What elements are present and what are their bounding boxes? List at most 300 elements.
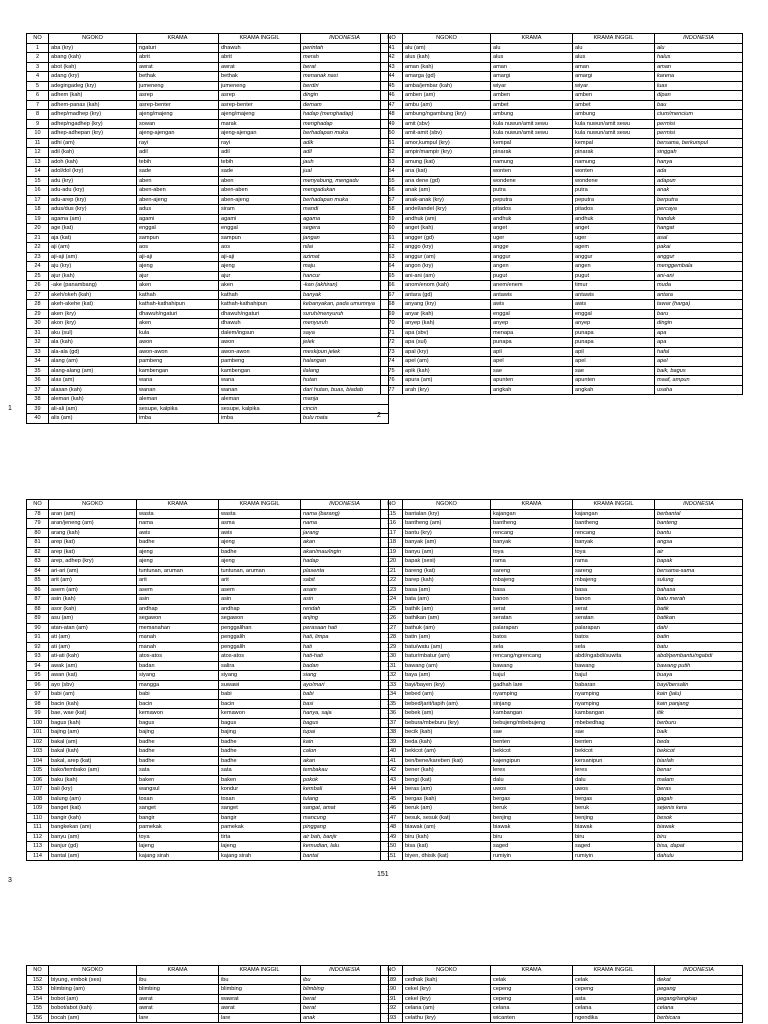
krama-cell: bebujeng/mbebujeng — [491, 718, 573, 728]
krama-inggil-cell: cepeng — [573, 985, 655, 995]
table-row — [381, 214, 743, 224]
table-row — [381, 519, 743, 529]
row-number: 123 — [381, 585, 403, 595]
table-row — [27, 91, 389, 101]
vocab-table-3 — [26, 499, 389, 861]
krama-inggil-cell: biru — [573, 832, 655, 842]
row-number: 135 — [381, 699, 403, 709]
ngoko-cell: bathikan (am) — [403, 614, 491, 624]
row-number: 27 — [27, 290, 49, 300]
indonesia-cell: bayi/bersalin — [655, 680, 743, 690]
krama-cell: amben — [491, 91, 573, 101]
ngoko-cell: arah (kry) — [403, 385, 491, 395]
krama-cell: wangsul — [137, 785, 219, 795]
ngoko-cell: adhem-panas (kah) — [49, 100, 137, 110]
krama-cell: wanan — [137, 385, 219, 395]
krama-cell: ajeng — [137, 557, 219, 567]
indonesia-cell: halus — [655, 53, 743, 63]
indonesia-cell: luas — [655, 81, 743, 91]
ngoko-cell: agama (am) — [49, 214, 137, 224]
krama-inggil-cell: bawang — [573, 661, 655, 671]
indonesia-cell: batik — [655, 604, 743, 614]
krama-inggil-cell: seratan — [573, 614, 655, 624]
table-row — [381, 671, 743, 681]
table-row — [27, 414, 389, 424]
row-number: 17 — [27, 195, 49, 205]
table-row — [27, 690, 389, 700]
krama-inggil-cell: sade — [219, 167, 301, 177]
ngoko-cell: apa (sul) — [403, 338, 491, 348]
table-row — [381, 823, 743, 833]
table-row — [27, 661, 389, 671]
krama-inggil-cell: bajul — [573, 671, 655, 681]
ngoko-cell: -ake (panambang) — [49, 281, 137, 291]
table-row — [381, 62, 743, 72]
table-row — [381, 775, 743, 785]
indonesia-cell: badan — [301, 661, 389, 671]
row-number: 126 — [381, 614, 403, 624]
column-header: KRAMA INGGIL — [219, 34, 301, 44]
indonesia-cell: batikan — [655, 614, 743, 624]
ngoko-cell: adhep/madhep (kry) — [49, 110, 137, 120]
table-row — [381, 756, 743, 766]
table-row — [381, 157, 743, 167]
krama-inggil-cell: toya — [573, 547, 655, 557]
indonesia-cell: akan — [301, 538, 389, 548]
ngoko-cell: adu-adu (kry) — [49, 186, 137, 196]
row-number: 148 — [381, 823, 403, 833]
ngoko-cell: aman (kah) — [403, 62, 491, 72]
table-row — [27, 547, 389, 557]
krama-cell: leres — [491, 766, 573, 776]
krama-inggil-cell: awis — [219, 528, 301, 538]
indonesia-cell: sangat, amat — [301, 804, 389, 814]
table-row — [27, 737, 389, 747]
indonesia-cell: ada — [655, 167, 743, 177]
krama-cell: ajeng-ajengan — [137, 129, 219, 139]
indonesia-cell: adil — [301, 148, 389, 158]
ngoko-cell: ati (am) — [49, 642, 137, 652]
column-header: KRAMA INGGIL — [219, 500, 301, 510]
krama-inggil-cell: kula nuwun/amit sewu — [573, 129, 655, 139]
row-number: 42 — [381, 53, 403, 63]
row-number: 84 — [27, 566, 49, 576]
indonesia-cell: muda — [655, 281, 743, 291]
row-number: 144 — [381, 785, 403, 795]
indonesia-cell: biarlah — [655, 756, 743, 766]
krama-inggil-cell: sampun — [219, 233, 301, 243]
krama-cell: kula — [137, 328, 219, 338]
indonesia-cell: permisi — [655, 119, 743, 129]
ngoko-cell: amit-amit (sbv) — [403, 129, 491, 139]
krama-cell: segawon — [137, 614, 219, 624]
row-number: 149 — [381, 832, 403, 842]
ngoko-cell: apura (am) — [403, 376, 491, 386]
krama-cell: sesupe, kalpika — [137, 404, 219, 414]
indonesia-cell: dahulu — [655, 851, 743, 861]
krama-cell: dalu — [491, 775, 573, 785]
ngoko-cell: aji-aji (am) — [49, 252, 137, 262]
indonesia-cell: halangan — [301, 357, 389, 367]
ngoko-cell: bergas (kah) — [403, 794, 491, 804]
krama-inggil-cell: alus — [573, 53, 655, 63]
indonesia-cell: hanya, saja — [301, 709, 389, 719]
ngoko-cell: alu (am) — [403, 43, 491, 53]
krama-cell: bergas — [491, 794, 573, 804]
ngoko-cell: anggo (kry) — [403, 243, 491, 253]
row-number: 100 — [27, 718, 49, 728]
ngoko-cell: anyang (kry) — [403, 300, 491, 310]
column-header: NGOKO — [403, 966, 491, 976]
ngoko-cell: aba (kry) — [49, 43, 137, 53]
krama-cell: awon — [137, 338, 219, 348]
row-number: 129 — [381, 642, 403, 652]
indonesia-cell: bekicot — [655, 747, 743, 757]
krama-inggil-cell: ambung — [573, 110, 655, 120]
ngoko-cell: anyep (kah) — [403, 319, 491, 329]
ngoko-cell: bae, wae (kat) — [49, 709, 137, 719]
indonesia-cell: hadap (menghadap) — [301, 110, 389, 120]
indonesia-cell: bau — [655, 100, 743, 110]
column-header: KRAMA INGGIL — [219, 966, 301, 976]
krama-inggil-cell: mbajeng — [573, 576, 655, 586]
ngoko-cell: bata (am) — [403, 595, 491, 605]
ngoko-cell: apel (am) — [403, 357, 491, 367]
table-row — [27, 842, 389, 852]
table-row — [27, 633, 389, 643]
table-row — [27, 1013, 389, 1023]
row-number: 128 — [381, 633, 403, 643]
table-row — [381, 718, 743, 728]
ngoko-cell: ana (kat) — [403, 167, 491, 177]
table-row — [381, 357, 743, 367]
indonesia-cell: gagah — [655, 794, 743, 804]
ngoko-cell: bakal (kah) — [49, 747, 137, 757]
column-header: NO — [27, 34, 49, 44]
table-row — [381, 347, 743, 357]
krama-cell: arit — [137, 576, 219, 586]
ngoko-cell: amor,kumpul (kry) — [403, 138, 491, 148]
krama-cell: kempal — [491, 138, 573, 148]
ngoko-cell: arang (kah) — [49, 528, 137, 538]
table-row — [381, 709, 743, 719]
table-row — [381, 576, 743, 586]
krama-cell: anggur — [491, 252, 573, 262]
table-row — [381, 176, 743, 186]
table-row — [27, 338, 389, 348]
table-row — [27, 281, 389, 291]
indonesia-cell: meskipun jelek — [301, 347, 389, 357]
krama-cell: aben-aben — [137, 186, 219, 196]
krama-cell: kula nuwun/amit sewu — [491, 119, 573, 129]
row-number: 7 — [27, 100, 49, 110]
krama-cell: uger — [491, 233, 573, 243]
krama-inggil-cell: sareng — [573, 566, 655, 576]
indonesia-cell: menyuruh — [301, 319, 389, 329]
table-row — [27, 585, 389, 595]
krama-inggil-cell: dalem/ingsun — [219, 328, 301, 338]
krama-inggil-cell: nyamping — [573, 690, 655, 700]
krama-cell: uwos — [491, 785, 573, 795]
row-number: 19 — [27, 214, 49, 224]
indonesia-cell: hadap — [301, 557, 389, 567]
indonesia-cell: siang — [301, 671, 389, 681]
table-header-row — [381, 966, 743, 976]
indonesia-cell: nilai — [301, 243, 389, 253]
ngoko-cell: bisa (kat) — [403, 842, 491, 852]
row-number: 147 — [381, 813, 403, 823]
row-number: 1 — [27, 43, 49, 53]
row-number: 127 — [381, 623, 403, 633]
ngoko-cell: ani-ani (am) — [403, 271, 491, 281]
krama-cell: wiyar — [491, 81, 573, 91]
krama-inggil-cell: ajur — [219, 271, 301, 281]
row-number: 120 — [381, 557, 403, 567]
ngoko-cell: bathik (am) — [403, 604, 491, 614]
ngoko-cell: amarga (gd) — [403, 72, 491, 82]
ngoko-cell: beras (am) — [403, 785, 491, 795]
indonesia-cell: banyak — [301, 290, 389, 300]
krama-inggil-cell: biawak — [573, 823, 655, 833]
indonesia-cell: baru — [655, 309, 743, 319]
indonesia-cell: air bah, banjir — [301, 832, 389, 842]
indonesia-cell: hati — [301, 642, 389, 652]
krama-cell: ajur — [137, 271, 219, 281]
krama-inggil-cell: pitados — [573, 205, 655, 215]
krama-cell: anem/enem — [491, 281, 573, 291]
krama-cell: agami — [137, 214, 219, 224]
indonesia-cell: agama — [301, 214, 389, 224]
krama-cell: abrit — [137, 53, 219, 63]
krama-inggil-cell: tirta — [219, 832, 301, 842]
krama-cell: beruk — [491, 804, 573, 814]
table-row — [381, 699, 743, 709]
ngoko-cell: atan-atan (am) — [49, 623, 137, 633]
krama-inggil-cell: rumiyin — [573, 851, 655, 861]
indonesia-cell: pakai — [655, 243, 743, 253]
indonesia-cell: kembali — [301, 785, 389, 795]
table-row — [27, 290, 389, 300]
row-number: 136 — [381, 709, 403, 719]
table-row — [27, 385, 389, 395]
ngoko-cell: adil (kah) — [49, 148, 137, 158]
indonesia-cell: berbicara — [655, 1013, 743, 1023]
row-number: 49 — [381, 119, 403, 129]
ngoko-cell: biyung, embok (ses) — [49, 975, 137, 985]
column-header: INDONESIA — [655, 966, 743, 976]
ngoko-cell: banyu (am) — [403, 547, 491, 557]
krama-cell: adil — [137, 148, 219, 158]
indonesia-cell: air — [655, 547, 743, 557]
krama-inggil-cell: aman — [573, 62, 655, 72]
krama-cell: bantheng — [491, 519, 573, 529]
krama-inggil-cell: pinarak — [573, 148, 655, 158]
table-row — [27, 604, 389, 614]
row-number: 145 — [381, 794, 403, 804]
indonesia-cell: apel — [655, 357, 743, 367]
indonesia-cell: berat — [301, 1004, 389, 1014]
row-number: 4 — [27, 72, 49, 82]
vocab-table-2 — [380, 33, 743, 395]
krama-cell: celana — [491, 1004, 573, 1014]
table-row — [381, 728, 743, 738]
row-number: 153 — [27, 985, 49, 995]
krama-inggil-cell: serat — [573, 604, 655, 614]
krama-inggil-cell: aji-aji — [219, 252, 301, 262]
krama-cell: sae — [491, 366, 573, 376]
krama-cell: sela — [491, 642, 573, 652]
page-number: 1 — [8, 405, 12, 412]
row-number: 46 — [381, 91, 403, 101]
row-number: 98 — [27, 699, 49, 709]
indonesia-cell: banteng — [655, 519, 743, 529]
ngoko-cell: cedhak (kah) — [403, 975, 491, 985]
ngoko-cell: ben/bene/kareben (kat) — [403, 756, 491, 766]
table-row — [27, 395, 389, 405]
indonesia-cell: bahasa — [655, 585, 743, 595]
table-row — [381, 661, 743, 671]
column-header: INDONESIA — [301, 34, 389, 44]
ngoko-cell: biyen, dhisik (kat) — [403, 851, 491, 861]
krama-inggil-cell: enggal — [219, 224, 301, 234]
table-row — [381, 547, 743, 557]
column-header: KRAMA — [491, 500, 573, 510]
krama-inggil-cell: leres — [573, 766, 655, 776]
table-row — [27, 138, 389, 148]
krama-inggil-cell: rayi — [219, 138, 301, 148]
column-header: NO — [27, 500, 49, 510]
ngoko-cell: ati-ati (kah) — [49, 652, 137, 662]
ngoko-cell: arep (kat) — [49, 547, 137, 557]
krama-cell: blimbing — [137, 985, 219, 995]
table-row — [27, 832, 389, 842]
indonesia-cell: handuk — [655, 214, 743, 224]
row-number: 130 — [381, 652, 403, 662]
indonesia-cell: berbantal — [655, 509, 743, 519]
krama-inggil-cell: punapa — [573, 338, 655, 348]
krama-inggil-cell: penggalih — [219, 642, 301, 652]
column-header: KRAMA — [491, 966, 573, 976]
indonesia-cell: merah — [301, 53, 389, 63]
krama-inggil-cell: suwawi — [219, 680, 301, 690]
table-row — [381, 804, 743, 814]
table-row — [27, 623, 389, 633]
table-row — [381, 72, 743, 82]
indonesia-cell: berburu — [655, 718, 743, 728]
indonesia-cell: benar — [655, 766, 743, 776]
table-row — [381, 633, 743, 643]
row-number: 70 — [381, 319, 403, 329]
krama-inggil-cell: babi — [219, 690, 301, 700]
ngoko-cell: becik (kah) — [403, 728, 491, 738]
ngoko-cell: aran (am) — [49, 509, 137, 519]
krama-cell: bawang — [491, 661, 573, 671]
row-number: 82 — [27, 547, 49, 557]
row-number: 192 — [381, 1004, 403, 1014]
row-number: 122 — [381, 576, 403, 586]
krama-cell: aken — [137, 319, 219, 329]
ngoko-cell: bekicot (am) — [403, 747, 491, 757]
row-number: 99 — [27, 709, 49, 719]
ngoko-cell: angger (gd) — [403, 233, 491, 243]
ngoko-cell: adegingadeg (kry) — [49, 81, 137, 91]
ngoko-cell: alas (am) — [49, 376, 137, 386]
krama-cell: angen — [491, 262, 573, 272]
krama-cell: kajang sirah — [137, 851, 219, 861]
ngoko-cell: apal (kry) — [403, 347, 491, 357]
krama-cell: ajeng/majeng — [137, 110, 219, 120]
indonesia-cell: jual — [301, 167, 389, 177]
krama-cell: alu — [491, 43, 573, 53]
ngoko-cell: aja (kat) — [49, 233, 137, 243]
table-row — [381, 385, 743, 395]
row-number: 72 — [381, 338, 403, 348]
table-row — [381, 252, 743, 262]
row-number: 95 — [27, 671, 49, 681]
ngoko-cell: biru (kah) — [403, 832, 491, 842]
krama-cell: kemawon — [137, 709, 219, 719]
ngoko-cell: bakal, arep (kat) — [49, 756, 137, 766]
indonesia-cell: berat — [301, 62, 389, 72]
row-number: 102 — [27, 737, 49, 747]
indonesia-cell: singgah — [655, 148, 743, 158]
krama-inggil-cell: babaran — [573, 680, 655, 690]
row-number: 142 — [381, 766, 403, 776]
table-row — [381, 338, 743, 348]
table-row — [27, 566, 389, 576]
table-row — [27, 252, 389, 262]
row-number: 38 — [27, 395, 49, 405]
indonesia-cell: akan/mau/ingin — [301, 547, 389, 557]
table-row — [381, 604, 743, 614]
indonesia-cell: pegang — [655, 985, 743, 995]
table-row — [27, 214, 389, 224]
row-number: 151 — [381, 851, 403, 861]
indonesia-cell: calon — [301, 747, 389, 757]
table-header-row — [27, 966, 389, 976]
table-row — [27, 576, 389, 586]
ngoko-cell: amit (sbv) — [403, 119, 491, 129]
table-row — [27, 756, 389, 766]
vocab-table-6 — [380, 965, 743, 1023]
krama-cell: kajangan — [491, 509, 573, 519]
krama-inggil-cell: salira — [219, 661, 301, 671]
row-number: 51 — [381, 138, 403, 148]
ngoko-cell: banget (kat) — [49, 804, 137, 814]
krama-inggil-cell: siram — [219, 205, 301, 215]
ngoko-cell: alis (am) — [49, 414, 137, 424]
indonesia-cell: dekat — [655, 975, 743, 985]
krama-cell: nyamping — [491, 690, 573, 700]
krama-cell: rumiyin — [491, 851, 573, 861]
indonesia-cell: menghadap — [301, 119, 389, 129]
krama-inggil-cell: peputra — [573, 195, 655, 205]
row-number: 11 — [27, 138, 49, 148]
krama-cell: rama — [491, 557, 573, 567]
table-row — [381, 186, 743, 196]
ngoko-cell: ala-ala (gd) — [49, 347, 137, 357]
indonesia-cell: beda — [655, 737, 743, 747]
row-number: 132 — [381, 671, 403, 681]
krama-inggil-cell: andhap — [219, 604, 301, 614]
indonesia-cell: beras — [655, 785, 743, 795]
indonesia-cell: menanak nasi — [301, 72, 389, 82]
krama-inggil-cell: awis — [573, 300, 655, 310]
table-row — [27, 100, 389, 110]
ngoko-cell: age (kat) — [49, 224, 137, 234]
table-row — [381, 129, 743, 139]
row-number: 103 — [27, 747, 49, 757]
